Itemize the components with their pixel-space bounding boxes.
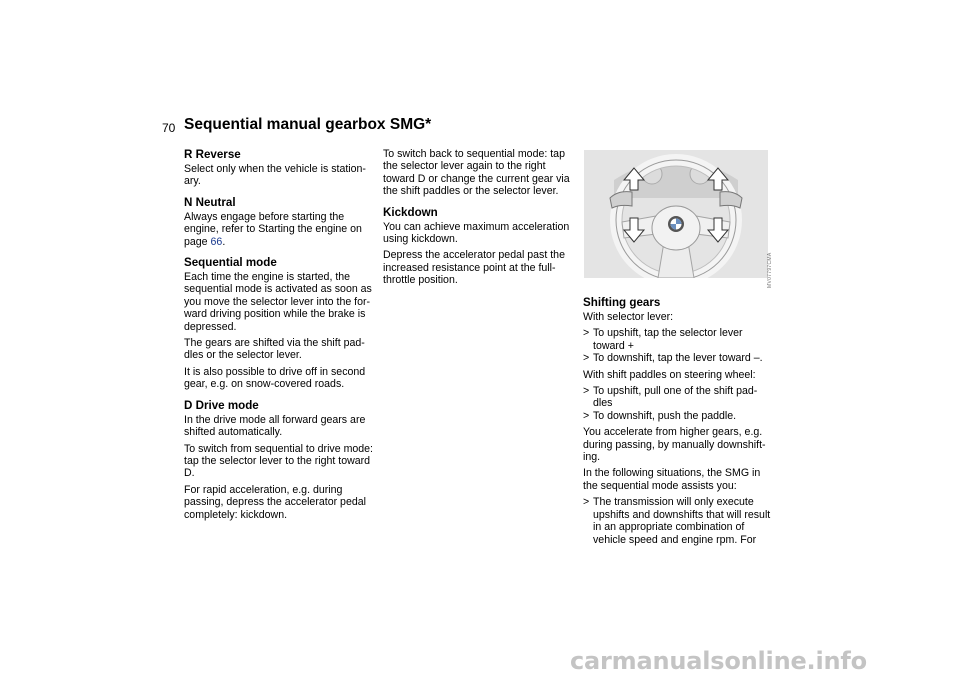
kickdown-p1: You can achieve maximum acceleration using kickdown. [383,220,570,246]
sequential-p1: Each time the engine is started, the sequential mode is activated as soon as you move the selector lever into the for-ward driving position while the brake is depressed. [184,271,372,333]
list-item [583,385,775,410]
bullet-marker: > [583,385,590,398]
list-item [583,496,775,546]
kickdown-heading: Kickdown [383,205,438,219]
drive-p3: For rapid acceleration, e.g. during passing, depress the accelerator pedal completely: kickdown. [184,483,366,521]
neutral-text-body: Always engage before starting the engine, refer to Starting the engine on page [184,210,362,248]
list-item-text: To upshift, pull one of the shift pad-dles [593,385,758,410]
reverse-heading: R Reverse [184,148,241,161]
watermark: carmanualsonline.info [570,647,867,675]
sequential-p3: It is also possible to drive off in second gear, e.g. on snow-covered roads. [184,365,366,391]
bullet-marker: > [583,496,590,509]
page-66-link[interactable]: 66 [210,235,223,248]
column-2 [383,148,575,291]
kickdown-p2: Depress the accelerator pedal past the increased resistance point at the full-throttle position. [383,249,565,287]
sequential-heading: Sequential mode [184,256,277,270]
drive-heading: D Drive mode [184,398,259,412]
steering-wheel-figure [584,150,768,278]
drive-p2: To switch from sequential to drive mode: tap the selector lever to the right toward D. [184,442,374,480]
sequential-return-text: To switch back to sequential mode: tap the selector lever again to the right toward D or change the current gear via the shift paddles or the selector lever. [383,148,570,198]
neutral-text [184,211,376,248]
list-item [583,327,775,352]
paddles-intro: With shift paddles on steering wheel: [583,368,756,381]
steering-wheel-illustration [584,150,768,278]
reverse-text: Select only when the vehicle is station-ary. [184,163,366,188]
list-item-text: The transmission will only execute upshifts and downshifts that will result in an appropriate combination of vehicle speed and engine rpm. For [593,496,771,546]
selector-intro: With selector lever: [583,311,674,323]
situations-text: In the following situations, the SMG in the sequential mode assists you: [583,467,761,492]
sequential-p2: The gears are shifted via the shift pad-dles or the selector lever. [184,337,365,362]
list-item-text: To upshift, tap the selector lever toward + [593,327,743,352]
figure-code: MV07797CMA [767,252,773,288]
page-number: 70 [162,121,176,135]
list-item [583,410,775,422]
shifting-gears-heading: Shifting gears [583,296,661,309]
neutral-heading: N Neutral [184,195,236,209]
accelerate-text: You accelerate from higher gears, e.g. during passing, by manually downshift-ing. [583,426,766,464]
neutral-text-end: . [222,235,226,248]
bullet-marker: > [583,352,590,365]
list-item-text: To downshift, push the paddle. [593,409,737,422]
column-1 [184,148,376,525]
list-item-text: To downshift, tap the lever toward –. [593,352,763,365]
paddles-list [583,385,775,422]
bullet-marker: > [583,409,590,422]
bullet-marker: > [583,327,590,340]
page-title: Sequential manual gearbox SMG* [184,116,432,133]
selector-list [583,327,775,364]
drive-p1: In the drive mode all forward gears are shifted automatically. [184,413,366,439]
assist-list [583,496,775,546]
column-3 [583,296,775,550]
list-item [583,352,775,364]
